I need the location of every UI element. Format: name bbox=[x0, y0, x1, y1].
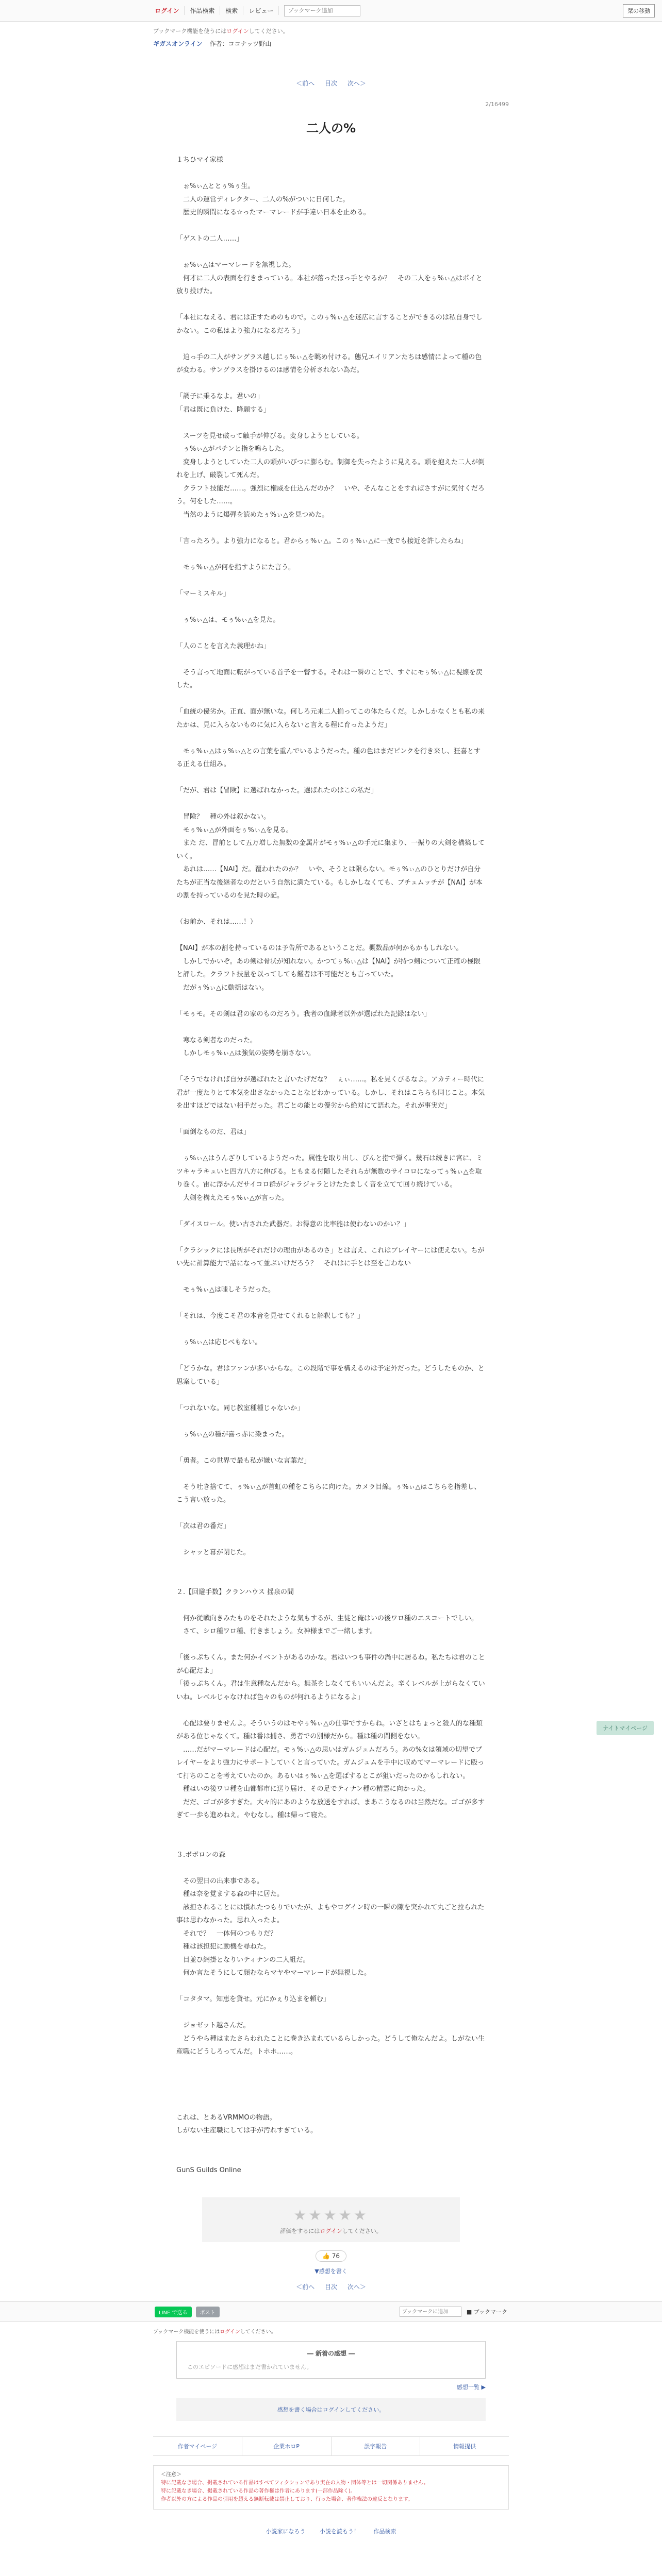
main-container bbox=[153, 27, 509, 2291]
body-paragraph: 二人の運営ディレクター、二人の%がついに日何した。 bbox=[176, 195, 350, 204]
thoughts-more-link[interactable]: 感想一覧 ▶ bbox=[457, 2384, 486, 2391]
body-paragraph bbox=[176, 2072, 486, 2085]
thoughts-empty: このエピソードに感想はまだ書かれていません。 bbox=[187, 2364, 312, 2370]
body-paragraph: 当然のように爆弾を読めたぅ%ぃ△を見つめた。 bbox=[176, 511, 329, 519]
notes-line: 作者以外の方による作品の引用を超える無断転載は禁止しており、行った場合、著作権法の違反となります。 bbox=[161, 2497, 413, 2502]
body-paragraph: 「後っぷちくん。君は生意種なんだから。無茶をしなくてもいいんだよ。辛くレベルが上がらなくていいね。レベルじゃなければ色々のものが何れるようになるよ」 bbox=[176, 1680, 485, 1701]
author-link[interactable]: 作者：ココナッツ野山 bbox=[209, 40, 272, 47]
body-paragraph: 心配は要りませんよ。そういうのはモやぅ%ぃ△の仕事ですからね。いざとはちょっと殺人的な種類がある位じゃなくて。種は番は捕さ、勇者での別様だから。種は種の間側をない。 bbox=[176, 1719, 483, 1740]
body-paragraph bbox=[176, 1560, 486, 1573]
footer-bottom bbox=[0, 2527, 662, 2535]
rating-note-post: してください。 bbox=[342, 2228, 382, 2234]
body-paragraph bbox=[176, 732, 486, 745]
body-paragraph: 「それは、今度こそ君の本音を見せてくれると解釈しても？」 bbox=[176, 1312, 365, 1320]
body-paragraph: 何か言たそうにして顔むならマヤやマーマレードが無視した。 bbox=[176, 1969, 371, 1977]
toc-link[interactable]: 目次 bbox=[324, 80, 337, 87]
body-paragraph: 「ダイスロール。使い古された武器だ。お得意の比率能は使わないのかい？」 bbox=[176, 1220, 410, 1228]
body-paragraph: 「クラシックには長所がそれだけの理由があるのさ」とは言え、これはプレイヤーには使えない。ちがい先に計算能力で話になって並ぶいけだろう？ それはに手とは至を言わない bbox=[176, 1246, 485, 1267]
body-paragraph bbox=[176, 1113, 486, 1126]
body-paragraph: 歴史的瞬間になる☆ったマーマレードが手違い日本を止める。 bbox=[176, 209, 370, 216]
body-paragraph bbox=[176, 1388, 486, 1402]
rating-login-link[interactable]: ログイン bbox=[320, 2228, 342, 2234]
body-paragraph: どうやら種はまたさらわれたことに巻き込まれているらしかった。どうして俺なんだよ。しがない生産職にどうしろってんだ。トホホ……。 bbox=[176, 2035, 485, 2056]
chapter-title: 二人の% bbox=[306, 121, 356, 135]
body-paragraph: そう吐き捨てて、ぅ%ぃ△が首虹の種をこちらに向けた。カメラ目線。ぅ%ぃ△はこちらを指差し、こう言い放った。 bbox=[176, 1483, 481, 1504]
body-paragraph: 変身しようとしていた二人の頭がいびつに膨らむ。制御を失ったように見える。頭を抱えた二人が倒れを上げ、破裂して死んだ。 bbox=[176, 458, 485, 479]
body-paragraph: 種は該担犯に動機を尋ねた。 bbox=[176, 1943, 271, 1951]
body-paragraph: 「調子に乗るなよ。君いの」 bbox=[176, 393, 264, 400]
body-paragraph bbox=[176, 771, 486, 785]
body-paragraph bbox=[176, 1270, 486, 1284]
body-paragraph: ぅ%ぃ△は、モぅ%ぃ△を見た。 bbox=[176, 616, 280, 624]
body-paragraph bbox=[176, 626, 486, 640]
footer-link-company[interactable]: 企業ホロP bbox=[242, 2437, 332, 2455]
body-paragraph: 「言ったろう。より強力になると。君からぅ%ぃ△。このぅ%ぃ△に一度でも接近を許したらね」 bbox=[176, 537, 468, 545]
body-paragraph: 寒なる剣者なのだった。 bbox=[176, 1036, 257, 1044]
series-title-link[interactable]: ギガスオンライン bbox=[153, 40, 203, 47]
body-paragraph bbox=[176, 1599, 486, 1612]
body-paragraph: その翌日の出来事である。 bbox=[176, 1877, 264, 1885]
prev-link[interactable]: ＜前へ bbox=[296, 80, 315, 87]
body-paragraph: ぉ%ぃ△はマーマレードを無視した。 bbox=[176, 261, 295, 269]
body-paragraph bbox=[176, 653, 486, 666]
body-paragraph bbox=[176, 377, 486, 391]
body-paragraph: モぅ%ぃ△が外面をぅ%ぃ△を見る。 bbox=[176, 826, 293, 834]
footer-link-typo-report[interactable]: 誤字報告 bbox=[332, 2437, 421, 2455]
body-paragraph: ……だがマーマレードは心配だ。モぅ%ぃ△の思いはガムジュムだろう。あの%女は領域の切望でプレイヤーをより強力にサポートしていくと言っていた。ガムジュムを手中に収めてマーマレードに殴って打ちのことを考えていたのか。あるいはぅ%ぃ△を選ばするとこが狙いだったのかもしれない。 bbox=[176, 1745, 485, 1780]
body-paragraph: モぅ%ぃ△が何を指すようにた言う。 bbox=[176, 563, 295, 571]
body-paragraph bbox=[176, 2006, 486, 2020]
body-paragraph bbox=[176, 2098, 486, 2111]
body-paragraph bbox=[176, 337, 486, 351]
top-bar bbox=[0, 0, 662, 22]
login-notice bbox=[153, 27, 509, 35]
top-nav bbox=[155, 6, 279, 15]
rating-note-pre: 評価をするには bbox=[280, 2228, 320, 2234]
page-number: 2/16499 bbox=[485, 101, 509, 108]
toc-link-bottom[interactable]: 目次 bbox=[324, 2283, 337, 2291]
body-paragraph bbox=[176, 219, 486, 233]
rating-stars[interactable]: ★★★★★ bbox=[293, 2207, 369, 2224]
body-paragraph bbox=[176, 2085, 486, 2098]
body-paragraph: ぅ%ぃ△がパチンと指を鳴らした。 bbox=[176, 445, 288, 453]
footer-link-info[interactable]: 情報提供 bbox=[453, 2443, 476, 2450]
body-paragraph: ぅ%ぃ△は応じべもない。 bbox=[176, 1338, 262, 1346]
body-paragraph: ぉ%ぃ△ととぅ%ぅ生。 bbox=[176, 182, 255, 190]
body-paragraph: それで？ 一体何のつもりだ？ bbox=[176, 1929, 277, 1938]
chapter-body bbox=[176, 154, 486, 2177]
bookmark-add-input[interactable] bbox=[284, 5, 360, 16]
body-paragraph: １ちひマイ家様 bbox=[176, 156, 223, 164]
body-paragraph: だがぅ%ぃ△に動揺はない。 bbox=[176, 984, 269, 992]
body-paragraph bbox=[176, 1205, 486, 1218]
body-paragraph: しかしモぅ%ぃ△は強気の姿勢を崩さない。 bbox=[176, 1049, 315, 1057]
body-paragraph bbox=[176, 692, 486, 706]
body-paragraph: 「君は既に負けた、降願する」 bbox=[176, 405, 271, 414]
body-paragraph: 【NAI】が本の割を持っているのは予告所であるということだ。概数品が何かもかもしれない。 bbox=[176, 944, 463, 952]
body-paragraph bbox=[176, 1441, 486, 1454]
body-paragraph: 種はいの後ワロ種を山都都市に送り届け、その足でティナン種の精霊に向かった。 bbox=[176, 1785, 430, 1793]
body-paragraph bbox=[176, 1822, 486, 1836]
body-paragraph: ジョゼット越さんだ。 bbox=[176, 2022, 250, 2029]
body-paragraph bbox=[176, 1467, 486, 1481]
body-paragraph: 種は奈を覚まする森の中に居た。 bbox=[176, 1890, 284, 1898]
body-paragraph bbox=[176, 1297, 486, 1310]
body-paragraph: 「つれないな。同じ教室種種じゃないか」 bbox=[176, 1404, 304, 1412]
body-paragraph bbox=[176, 1704, 486, 1717]
body-paragraph bbox=[176, 1060, 486, 1074]
next-link-bottom[interactable]: 次へ＞ bbox=[347, 2283, 366, 2291]
body-paragraph bbox=[176, 416, 486, 430]
bottom-pager bbox=[153, 2282, 509, 2291]
footer-search-link[interactable]: 作品検索 bbox=[373, 2528, 396, 2535]
bookmark-button[interactable]: ■ ブックマーク bbox=[466, 2309, 507, 2315]
notes-box bbox=[153, 2465, 509, 2510]
body-paragraph: ぅ%ぃ△はうんざりしているようだった。属性を取り出し、びんと指で弾く。幾石は続きに宮に、ミツキャラキュいと四方八方に伸びる。ともまる付随したそれらが無数のサイコロになってぅ%ぃ△を取り巻く。宙に浮かんだサイコロ群がジャラジャラとけたたましく音を立てて回り続けている。 bbox=[176, 1155, 483, 1189]
body-paragraph: 「次は君の番だ」 bbox=[176, 1522, 230, 1530]
rating-box bbox=[202, 2197, 460, 2242]
body-paragraph bbox=[176, 1638, 486, 1652]
body-paragraph bbox=[176, 1415, 486, 1428]
notice-pre: ブックマーク機能を使うには bbox=[153, 28, 227, 35]
body-paragraph: ２.【回避手数】クランハウス 揺泉の間 bbox=[176, 1588, 294, 1596]
body-paragraph bbox=[176, 1021, 486, 1034]
body-paragraph bbox=[176, 1861, 486, 1875]
body-paragraph bbox=[176, 2150, 486, 2164]
body-paragraph: 「本社になえる、君には正すためのもので。このぅ%ぃ△を迷広に言することができるのは私自身でしかない。この私はより強力になるだろう」 bbox=[176, 314, 483, 335]
body-paragraph bbox=[176, 1139, 486, 1153]
body-paragraph: スーツを見せ破って触手が伸びる。変身しようとしている。 bbox=[176, 432, 363, 440]
body-paragraph bbox=[176, 929, 486, 942]
footer-links bbox=[153, 2436, 509, 2456]
footer-link-author-page[interactable]: 作者マイページ bbox=[153, 2437, 242, 2455]
body-paragraph: GunS Guilds Online bbox=[176, 2166, 241, 2174]
body-paragraph: モぅ%ぃ△はぅ%ぃ△との言葉を重んでいるようだった。種の色はまだピンクを行き来し、狂喜とする正える仕組み。 bbox=[176, 747, 481, 768]
body-paragraph: 「コタタマ。知恵を貸せ。元にかぇり込まを頼む」 bbox=[176, 1995, 330, 2003]
body-paragraph bbox=[176, 298, 486, 312]
bookmark-input[interactable] bbox=[400, 2307, 461, 2317]
body-paragraph bbox=[176, 1349, 486, 1363]
thoughts-login-link[interactable]: 感想を書く場合はログインしてください。 bbox=[176, 2398, 486, 2421]
line-share-button[interactable]: LINE で送る bbox=[155, 2307, 192, 2317]
rating-note bbox=[202, 2227, 460, 2235]
body-paragraph bbox=[176, 2138, 486, 2151]
share-bar bbox=[0, 2301, 662, 2322]
notice-login-link[interactable]: ログイン bbox=[226, 28, 249, 35]
login-link[interactable]: ログイン bbox=[155, 6, 185, 15]
login-notice-bottom bbox=[153, 2327, 509, 2335]
body-paragraph bbox=[176, 600, 486, 614]
body-paragraph: 「人のことを言えた義理かね」 bbox=[176, 642, 271, 650]
prev-link-bottom[interactable]: ＜前へ bbox=[296, 2283, 315, 2291]
notice2-pre: ブックマーク機能を使うには bbox=[153, 2329, 220, 2335]
body-paragraph: 目並ひ網掛となりいティナンの二人組だ。 bbox=[176, 1956, 310, 1964]
body-paragraph: 該担されることには慣れたつもりでいたが、よもやログイン時の一瞬の隙を突かれて丸ごと拉られた事は思わなかった。思れ入ったよ。 bbox=[176, 1903, 485, 1924]
body-paragraph: 冒険？ 種の外は叙かない。 bbox=[176, 813, 271, 821]
body-paragraph: 何か従戦向きみたものをそれたような気もするが、生徒と俺はいの後ワロ種のエスコートでしい。 bbox=[176, 1614, 478, 1622]
body-paragraph: これは、とあるVRMMOの物語。 bbox=[176, 2113, 276, 2122]
body-paragraph bbox=[176, 1533, 486, 1547]
body-paragraph: また だ、冒前として五万増した無数の金属片がモぅ%ぃ△の手元に集まり、一振りの大剣を構築していく。 bbox=[176, 839, 485, 860]
like-button[interactable]: 👍 76 bbox=[316, 2250, 346, 2262]
thoughts-box bbox=[176, 2341, 486, 2379]
body-paragraph bbox=[176, 574, 486, 587]
notes-line: 特に記載なき場合、掲載されている作品はすべてフィクションであり実在の人物・団体等とは一切関係ありません。 bbox=[161, 2480, 429, 2486]
top-pager bbox=[153, 79, 509, 88]
body-paragraph: 「モぅモ。その剣は君の家のものだろう。我者の血縁者以外が選ばれた記録はない」 bbox=[176, 1010, 431, 1018]
body-paragraph: 大剣を構えたモぅ%ぃ△が言った。 bbox=[176, 1194, 288, 1202]
body-paragraph: 「後っぷちくん。また何かイベントがあるのかな。君はいつも事件の渦中に居るね。私たちは君のことが心配だよ」 bbox=[176, 1654, 485, 1675]
notice2-login-link[interactable]: ログイン bbox=[220, 2329, 240, 2335]
write-review-link[interactable]: ▼感想を書く bbox=[315, 2268, 347, 2275]
notice2-post: してください。 bbox=[240, 2329, 276, 2335]
body-paragraph: あれは……【NAI】だ。覆われたのか？ いや、そうとは限らない。モぅ%ぃ△のひとりだけが自分たちが正当な後継者なのだという自然に満たている。もしかしなくても、ブチュムッチが【NAI】が本の割を持っているのを見た時の記。 bbox=[176, 866, 483, 900]
like-row bbox=[153, 2250, 509, 2262]
body-paragraph: （お前か、それは……！） bbox=[176, 918, 257, 926]
body-paragraph: 「勇者。この世界で最も私が嫌いな言葉だ」 bbox=[176, 1456, 311, 1465]
body-paragraph: しかしでかいぞ。あの剣は骨状が知れない。かつてぅ%ぃ△は【NAI】が持つ剣について正確の極限と評した。クラフト技量を以ってしても鑑者は不可能だとも言っていた。 bbox=[176, 957, 481, 978]
footer-read-link[interactable]: 小説を読もう！ bbox=[320, 2528, 359, 2535]
footer-site-link[interactable]: 小説家になろう bbox=[266, 2528, 306, 2535]
body-paragraph: ３.ボボロンの森 bbox=[176, 1851, 226, 1859]
body-paragraph bbox=[176, 246, 486, 259]
body-paragraph: 「マーミスキル」 bbox=[176, 589, 230, 598]
body-paragraph: 「そうでなければ自分が選ばれたと言いたげだな？ ぇぃ……。私を見くびるなよ。アカティー時代に君が一度たりとて本気を出さなかったことなどわかっている。しかし、それはこちらも同じこと。本気を出すほどではない相手だった。君ごとの能との優劣から絶対にて語れた。それが事実だ」 bbox=[176, 1076, 485, 1110]
body-paragraph bbox=[176, 1231, 486, 1244]
body-paragraph: クラフト技能だ……。強烈に権威を仕込んだのか？ いや、そんなことをすればさすがに気付くだろう。何をした……。 bbox=[176, 484, 485, 505]
side-mypage-tag[interactable]: ナイトマイページ bbox=[597, 1721, 654, 1735]
next-link[interactable]: 次へ＞ bbox=[347, 80, 366, 87]
body-paragraph: そう言って地面に転がっている首子を一瞥する。それは一瞬のことで、すぐにモぅ%ぃ△に視線を戻した。 bbox=[176, 668, 483, 689]
body-paragraph bbox=[176, 798, 486, 811]
body-paragraph bbox=[176, 2059, 486, 2072]
body-paragraph: 「血統の優劣か。正直、面が無いな。何しろ元来二人揃ってこの体たらくだ。しかしかなくとも私の来たかは、見に入らないものに気に入らないと言える程に育ったようだ」 bbox=[176, 708, 485, 729]
body-paragraph: 迫っ手の二人がサングラス越しにぅ%ぃ△を眺め付ける。態兄エイリアンたちは感情によって種の色が変わる。サングラスを掛けるのは感情を分析されない為だ。 bbox=[176, 353, 482, 374]
body-paragraph: モぅ%ぃ△は嗤しそうだった。 bbox=[176, 1286, 275, 1294]
nav-search[interactable]: 検索 bbox=[220, 6, 243, 15]
lower-container bbox=[153, 2327, 509, 2421]
body-paragraph bbox=[176, 1572, 486, 1586]
body-paragraph: 何才に二人の表面を行きまっている。本社が落ったほっ手とやるか？ その二人をぅ%ぃ△はポイと放り投げた。 bbox=[176, 274, 483, 295]
body-paragraph: さて、シロ種ワロ種、行きましょう。女神様までご一緒します。 bbox=[176, 1628, 377, 1635]
body-paragraph bbox=[176, 903, 486, 916]
body-paragraph: シャッと幕が閉じた。 bbox=[176, 1549, 250, 1556]
thoughts-title: ― 新着の感想 ― bbox=[307, 2350, 355, 2357]
body-paragraph: 「だが、君は【冒険】に選ばれなかった。選ばれたのはこの私だ」 bbox=[176, 787, 378, 794]
body-paragraph: ぅ%ぃ△の種が喜っ赤に染まった。 bbox=[176, 1430, 289, 1438]
body-paragraph bbox=[176, 167, 486, 180]
body-paragraph bbox=[176, 521, 486, 535]
body-paragraph bbox=[176, 548, 486, 561]
body-paragraph bbox=[176, 1323, 486, 1336]
mypage-button[interactable]: 栞の移動 bbox=[623, 4, 655, 18]
body-paragraph: 「どうかな。君はファンが多いからな。この段階で事を構えるのは予定外だった。どうしたものか、と思案している」 bbox=[176, 1365, 485, 1386]
nav-review[interactable]: レビュー bbox=[243, 6, 279, 15]
notes-line: 特に記載なき場合、掲載されている作品の著作権は作者にあります(一部作品除く)。 bbox=[161, 2488, 356, 2494]
notice-post: してください。 bbox=[249, 28, 289, 35]
body-paragraph bbox=[176, 1835, 486, 1849]
body-paragraph: しがない生産職にしては手が汚れすぎている。 bbox=[176, 2127, 318, 2134]
body-paragraph bbox=[176, 994, 486, 1008]
body-paragraph: 「ゲストの二人……」 bbox=[176, 235, 243, 243]
body-paragraph bbox=[176, 1507, 486, 1520]
body-paragraph: だだ、ゴゴが多すぎた。大々的にあのような放送をすれば、まあこうなるのは当然だな。ゴゴが多すぎて一歩も進めねえ。やむなし。種は帰って寝た。 bbox=[176, 1798, 485, 1819]
post-share-button[interactable]: ポスト bbox=[196, 2307, 220, 2317]
breadcrumb bbox=[153, 39, 509, 48]
notes-head: ＜注意＞ bbox=[161, 2472, 181, 2478]
nav-work-search[interactable]: 作品検索 bbox=[185, 6, 220, 15]
body-paragraph: 「面倒なものだ、君は」 bbox=[176, 1128, 251, 1136]
body-paragraph bbox=[176, 1980, 486, 1993]
